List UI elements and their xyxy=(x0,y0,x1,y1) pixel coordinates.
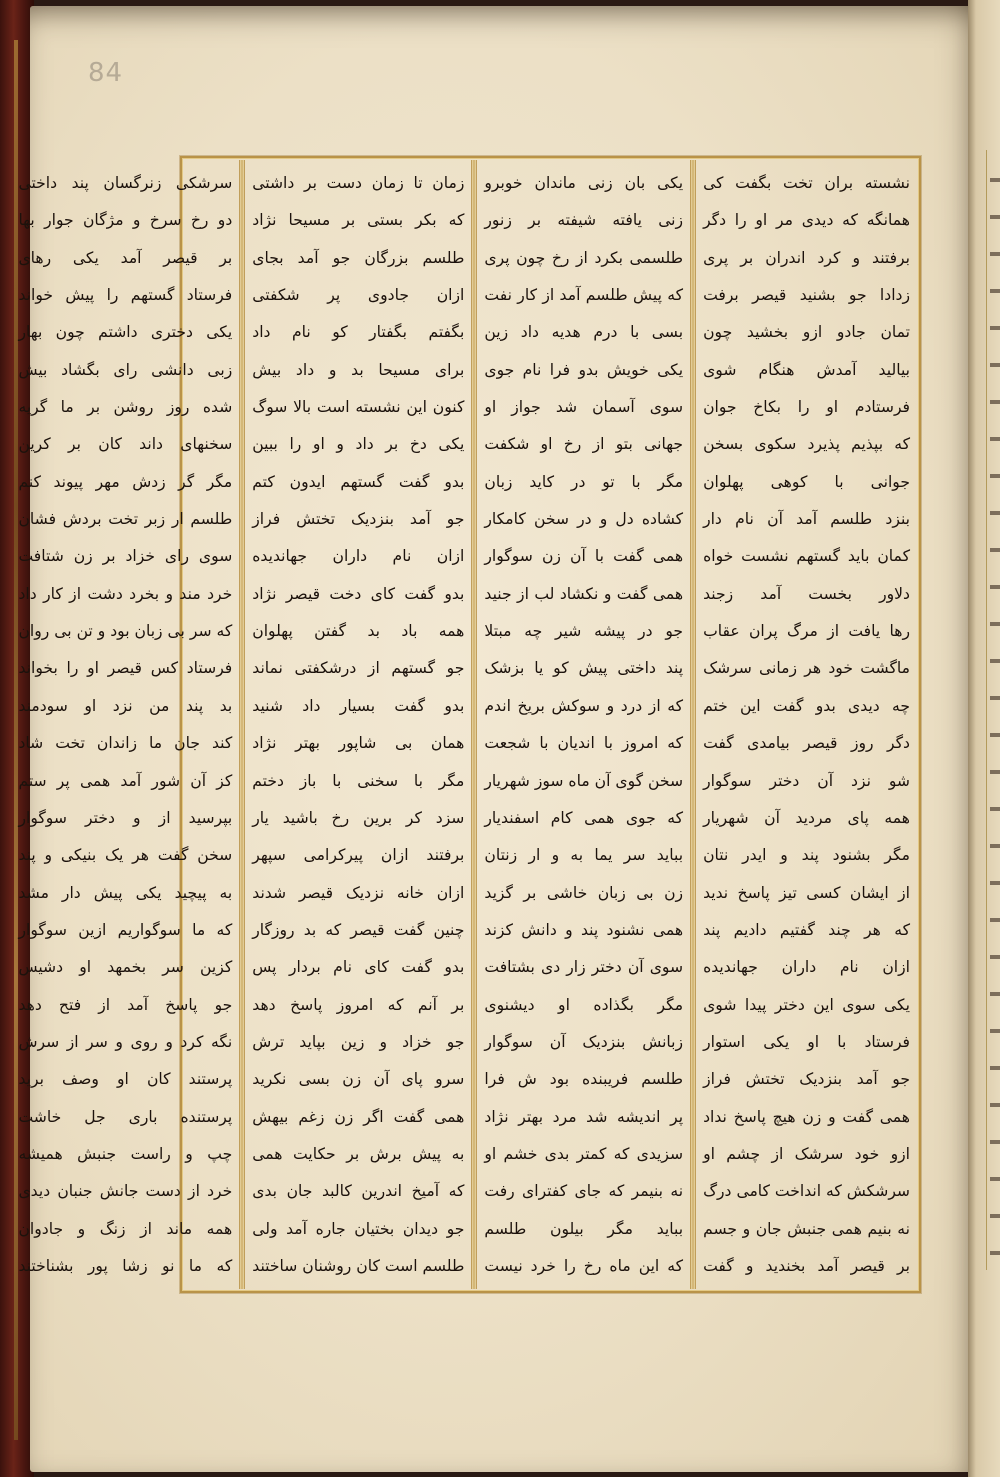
verse-line: که بکر بستی بر مسیحا نژاد xyxy=(252,211,465,230)
verse-line: طلسم است کان روشنان ساختند xyxy=(252,1256,465,1275)
verse-line: بباید مگر بیلون طلسم xyxy=(484,1219,684,1238)
verse-line: همی گفت اگر زن زغم بیهش xyxy=(252,1107,465,1126)
verse-line: خرد مند و بخرد دشت از کار داد xyxy=(18,584,233,603)
verse-line: برفتند و کرد اندران بر پری xyxy=(703,248,910,267)
verse-line: ازان نام داران جهاندیده xyxy=(252,547,465,566)
verse-line: یکی خویش بدو فرا نام جوی xyxy=(484,360,684,379)
verse-line: به پیچید یکی پیش دار مشد xyxy=(18,883,233,902)
verse-line: زنی یافته شیفته بر زنور xyxy=(484,211,684,230)
verse-line: خرد از دست جانش جنبان دیدی xyxy=(18,1182,233,1201)
verse-line: شده روز روشن بر ما گریه xyxy=(18,398,233,417)
verse-line: طلسم بزرگان جو آمد بجای xyxy=(252,248,465,267)
verse-line: رها یافت از مرگ پران عقاب xyxy=(703,622,910,641)
verse-line: همی گفت و نکشاد لب از جنید xyxy=(484,584,684,603)
verse-line: فرستاد کس قیصر او را بخواند xyxy=(18,659,233,678)
verse-line: چپ و راست جنبش همیشه xyxy=(18,1144,233,1163)
verse-line: سخن گفت هر یک بنیکی و پند xyxy=(18,846,233,865)
verse-line: سخن گوی آن ماه سوز شهریار xyxy=(484,771,684,790)
verse-line: که سر بی زبان بود و تن بی روان xyxy=(18,622,233,641)
verse-line: ازان خانه نزدیک قیصر شدند xyxy=(252,883,465,902)
verse-line: همان بی شاپور بهتر نژاد xyxy=(252,734,465,753)
verse-line: نگه کرد و روی و سر از سرش xyxy=(18,1032,233,1051)
verse-line: مگر گر زدش مهر پیوند کنم xyxy=(18,472,233,491)
verse-line: مگر با سخنی با باز دختم xyxy=(252,771,465,790)
verse-line: که از درد و سوکش بریخ اندم xyxy=(484,696,684,715)
verse-line: همه باد بد گفتن پهلوان xyxy=(252,622,465,641)
verse-line: همی گفت با آن زن سوگوار xyxy=(484,547,684,566)
verse-line: جو گستهم از درشکفتی نماند xyxy=(252,659,465,678)
verse-line: سزیدی که کمتر بدی خشم او xyxy=(484,1144,684,1163)
verse-line: فرستاد گستهم را پیش خواند xyxy=(18,286,233,305)
verse-line: بدو گفت کای دخت قیصر نژاد xyxy=(252,584,465,603)
verse-line: پرستنده باری جل خاشت xyxy=(18,1107,233,1126)
verse-line: فرستادم او را بکاخ جوان xyxy=(703,398,910,417)
verse-line: همانگه که دیدی مر او را دگر xyxy=(703,211,910,230)
verse-line: کمان باید گستهم نشست خواه xyxy=(703,547,910,566)
verse-line: زن بی زبان خاشی بر گزید xyxy=(484,883,684,902)
verse-line: به پیش برش بر حکایت همی xyxy=(252,1144,465,1163)
verse-line: پر اندیشه شد مرد بهتر نژاد xyxy=(484,1107,684,1126)
verse-line: شو نزد آن دختر سوگوار xyxy=(703,771,910,790)
verse-line: سرشکش که انداخت کامی درگ xyxy=(703,1182,910,1201)
verse-line: از ایشان کسی تیز پاسخ ندید xyxy=(703,883,910,902)
verse-line: زدادا جو بشنید قیصر برفت xyxy=(703,286,910,305)
verse-line: جو آمد بنزدیک تختش فراز xyxy=(703,1070,910,1089)
text-column-2 xyxy=(477,160,690,1289)
verse-line: کنون این نشسته است بالا سوگ xyxy=(252,398,465,417)
verse-line: بپرسید از و دختر سوگوار xyxy=(18,808,233,827)
verse-line: همه ماند از زنگ و جادوان xyxy=(18,1219,233,1238)
verse-line: زمان تا زمان دست بر داشتی xyxy=(252,174,465,192)
verse-line: پند داختی پیش کو یا بزشک xyxy=(484,659,684,678)
verse-line: جوانی با کوهی پهلوان xyxy=(703,472,910,491)
verse-line: چه دیدی بدو گفت این ختم xyxy=(703,696,910,715)
verse-line: نه بنیمر که جای کفترای رفت xyxy=(484,1182,684,1201)
verse-line: جو دیدان بختیان جاره آمد ولی xyxy=(252,1219,465,1238)
verse-line: جو خزاد و زین بپاید ترش xyxy=(252,1032,465,1051)
verse-line: که این ماه رخ را خرد نیست xyxy=(484,1256,684,1275)
verse-line: سوی آسمان شد جواز او xyxy=(484,398,684,417)
verse-line: چنین گفت قیصر که بد روزگار xyxy=(252,920,465,939)
verse-line: بیالید آمدش هنگام شوی xyxy=(703,360,910,379)
verse-line: که ما نو زشا پور بشناختند xyxy=(18,1256,233,1275)
verse-line: سزد کر برین رخ باشید یار xyxy=(252,808,465,827)
verse-line: سرو پای آن زن بسی نکرید xyxy=(252,1070,465,1089)
verse-line: که ما سوگواریم ازین سوگوار xyxy=(18,920,233,939)
verse-line: همی گفت و زن هیچ پاسخ نداد xyxy=(703,1107,910,1126)
verse-line: طلسم فریبنده بود ش فرا xyxy=(484,1070,684,1089)
verse-line: سوی آن دختر زار دی بشتافت xyxy=(484,958,684,977)
verse-line: که امروز با اندیان با شجعت xyxy=(484,734,684,753)
verse-line: ازان نام داران جهاندیده xyxy=(703,958,910,977)
verse-line: همه پای مردید آن شهریار xyxy=(703,808,910,827)
verse-line: بنزد طلسم آمد آن نام دار xyxy=(703,510,910,529)
verse-line: سوی رای خزاد بر زن شتافت xyxy=(18,547,233,566)
verse-line: ازو خود سرشک از چشم او xyxy=(703,1144,910,1163)
verse-line: یکی سوی این دختر پیدا شوی xyxy=(703,995,910,1014)
verse-line: سرشکی زنرگسان پند داختی xyxy=(18,174,233,192)
verse-line: بر آنم که امروز پاسخ دهد xyxy=(252,995,465,1014)
text-column-4 xyxy=(11,160,239,1289)
verse-line: جو در پیشه شیر چه مبتلا xyxy=(484,622,684,641)
verse-line: کشاده دل و در سخن کامکار xyxy=(484,510,684,529)
verse-line: یکی دخ بر داد و او را ببین xyxy=(252,435,465,454)
verse-line: جو آمد بنزدیک تختش فراز xyxy=(252,510,465,529)
verse-line: بدو گفت گستهم ایدون کتم xyxy=(252,472,465,491)
verse-line: یکی بان زنی ماندان خوبرو xyxy=(484,174,684,192)
folio-number: 84 xyxy=(88,58,124,88)
column-divider xyxy=(239,160,245,1289)
verse-line: برای مسیحا بد و داد بیش xyxy=(252,360,465,379)
verse-line: جو پاسخ آمد از فتح دهد xyxy=(18,995,233,1014)
verse-line: کند جان ما زاندان تخت شاد xyxy=(18,734,233,753)
verse-line: که پیش طلسم آمد از کار نفت xyxy=(484,286,684,305)
verse-line: مگر بگذاده او دیشنوی xyxy=(484,995,684,1014)
verse-line: تمان جادو ازو بخشید چون xyxy=(703,323,910,342)
column-divider xyxy=(471,160,477,1289)
verse-line: یکی دختری داشتم چون بهار xyxy=(18,323,233,342)
verse-line: برفتند ازان پیرکرامی سپهر xyxy=(252,846,465,865)
verse-line: کز آن شور آمد همی پر ستم xyxy=(18,771,233,790)
verse-line: دو رخ سرخ و مژگان جوار بها xyxy=(18,211,233,230)
verse-line: پرستند کان او وصف برید xyxy=(18,1070,233,1089)
verse-line: مگر با تو در کاید زبان xyxy=(484,472,684,491)
verse-line: نشسته بران تخت بگفت کی xyxy=(703,174,910,192)
verse-line: ازان جادوی پر شکفتی xyxy=(252,286,465,305)
verse-line: سخنهای داند کان بر کرین xyxy=(18,435,233,454)
verse-line: زبی دانشی رای بگشاد بیش xyxy=(18,360,233,379)
verse-line: بسی با درم هدیه داد زین xyxy=(484,323,684,342)
verse-line: جهانی بتو از رخ او شکفت xyxy=(484,435,684,454)
verse-line: بگفتم بگفتار کو نام داد xyxy=(252,323,465,342)
verse-line: نه بنیم همی جنبش جان و جسم xyxy=(703,1219,910,1238)
verse-line: دلاور بخست آمد زجند xyxy=(703,584,910,603)
verse-line: ماگشت خود هر زمانی سرشک xyxy=(703,659,910,678)
verse-line: که آمیخ اندرین کالبد جان بدی xyxy=(252,1182,465,1201)
verse-line: که هر چند گفتیم دادیم پند xyxy=(703,920,910,939)
verse-line: بدو گفت بسیار داد شنید xyxy=(252,696,465,715)
verse-line: زبانش بنزدیک آن سوگوار xyxy=(484,1032,684,1051)
verse-line: مگر بشنود پند و ایدر نتان xyxy=(703,846,910,865)
text-column-3 xyxy=(245,160,471,1289)
verse-line: که بپذیم پذیرد سکوی بسخن xyxy=(703,435,910,454)
text-column-1 xyxy=(696,160,917,1289)
verse-line: فرستاد با او یکی استوار xyxy=(703,1032,910,1051)
verse-line: بباید سر یما به و ار زنتان xyxy=(484,846,684,865)
text-columns xyxy=(18,160,917,1289)
verse-line: همی نشنود پند و دانش کزند xyxy=(484,920,684,939)
verse-line: که جوی همی کام اسفندیار xyxy=(484,808,684,827)
verse-line: کزین سر بخمهد او دشیس xyxy=(18,958,233,977)
next-page-text-fragment xyxy=(990,160,1000,1260)
verse-line: بر قیصر آمد یکی رهای xyxy=(18,248,233,267)
verse-line: طلسم ار زبر تخت بردش فشان xyxy=(18,510,233,529)
verse-line: بر قیصر آمد بخندید و گفت xyxy=(703,1256,910,1275)
column-divider xyxy=(690,160,696,1289)
verse-line: طلسمی بکرد از رخ چون پری xyxy=(484,248,684,267)
verse-line: بدو گفت کای نام بردار پس xyxy=(252,958,465,977)
verse-line: بد پند من نزد او سودمند xyxy=(18,696,233,715)
text-block-frame xyxy=(18,156,921,1293)
verse-line: دگر روز قیصر بیامدی گفت xyxy=(703,734,910,753)
